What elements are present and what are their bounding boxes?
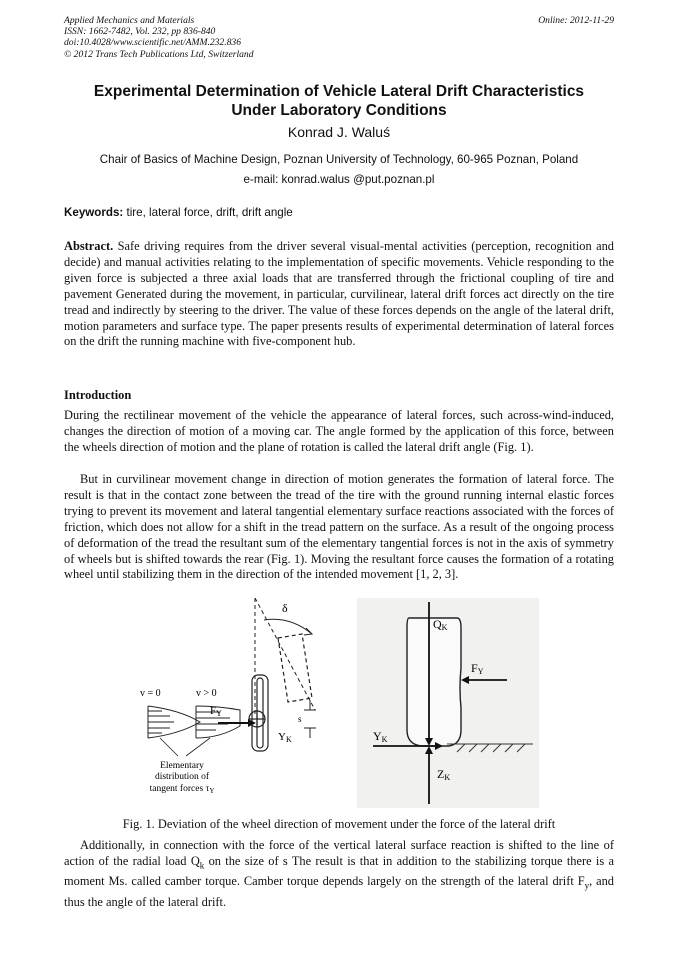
tire-cross-section [407, 618, 461, 746]
abstract [64, 239, 614, 350]
description-leaders [160, 738, 210, 756]
zk-label: ZK [437, 767, 451, 782]
journal-header [64, 15, 254, 60]
journal-doi: doi:10.4028/www.scientific.net/AMM.232.836 [64, 37, 242, 49]
abstract-text: Safe driving requires from the driver several visual-mental activities (perception, recognition and decide) and manual activities relating to the implementation of specific movements. Vehicle responding to the given force is subjected a three axial loads that are transferred through the frictional coupling of tire and pavement Generated during the movement, in particular, curvilinear, lateral drift forces act directly on the tire tread and indirectly by steering to the driver. The value of these forces depends on the angle of the lateral drift, motion parameters and surface type. The paper presents results of experimental determination of lateral forces on the drift the running machine with five-component hub. [64, 239, 614, 349]
intro-paragraph-2: But in curvilinear movement change in direction of motion generates the formation of lateral force. The result is that in the contact zone between the tread of the tire with the ground running internal elastic forces trying to prevent its movement and lateral tangential elementary surface reactions associated with the forces of friction, which does not allow for a shift in the tread pattern on the surface. As a result of the ongoing process of deformation of the tread the resultant sum of the elementary tangential forces is not in the axis of symmetry of wheels but is shifted towards the rear (Fig. 1). Moving the resultant force causes the formation of a rotating wheel until stabilizing them in the direction of the intended movement [1, 2, 3]. [64, 472, 614, 582]
qk-label: QK [433, 617, 448, 632]
offset-dimension [304, 700, 316, 738]
keywords [64, 206, 293, 219]
yk-label-right: YK [373, 729, 388, 744]
v-positive-label: v > 0 [196, 688, 217, 699]
paper-title-line1: Experimental Determination of Vehicle Lateral Drift Characteristics [93, 83, 585, 100]
paper-title-line2: Under Laboratory Conditions [231, 102, 447, 119]
tangent-force-distribution-v0 [148, 706, 200, 738]
v-zero-label: v = 0 [140, 688, 161, 699]
keywords-label: Keywords: [64, 206, 124, 219]
figure-left-schematic [140, 598, 340, 800]
online-date: Online: 2012-11-29 [538, 15, 614, 26]
journal-copyright: © 2012 Trans Tech Publications Ltd, Switzerland [64, 48, 254, 60]
paper-title [40, 82, 638, 120]
journal-issn: ISSN: 1662-7482, Vol. 232, pp 836-840 [64, 26, 216, 38]
fy-label-left: FY [210, 705, 222, 718]
fy-arrow [218, 719, 256, 727]
affiliation-block [30, 150, 648, 190]
abstract-label: Abstract. [64, 239, 114, 253]
figure-right-tire-section [357, 598, 539, 808]
email: e-mail: konrad.walus @put.poznan.pl [243, 173, 435, 186]
yk-label-left: YK [278, 731, 292, 744]
closing-paragraph: Additionally, in connection with the force of the vertical lateral surface reaction is shifted to the line of action of the radial load $Q_k$ on the size of s The result is that in addition to the stabilizing torque there is a moment Ms. called camber torque. Camber torque depends largely on the strength of the lateral drift $F_y$, and thus the angle of the lateral drift. [64, 838, 614, 909]
figure-caption: Fig. 1. Deviation of the wheel direction of movement under the force of the lateral drift [122, 817, 556, 831]
journal-name: Applied Mechanics and Materials [64, 15, 195, 26]
delta-label: δ [282, 601, 288, 615]
s-label: s [298, 714, 302, 724]
affiliation: Chair of Basics of Machine Design, Poznan University of Technology, 60-965 Poznan, Poland [99, 153, 579, 166]
section-heading-introduction: Introduction [64, 388, 132, 402]
author: Konrad J. Waluś [287, 124, 391, 140]
keywords-text: tire, lateral force, drift, drift angle [123, 206, 293, 219]
distribution-desc-3: tangent forces $\tau_Y$ [149, 784, 215, 795]
distribution-desc-2: distribution of [154, 772, 210, 782]
distribution-desc-1: Elementary [160, 761, 204, 771]
drift-angle-indicator [255, 598, 315, 716]
fy-label-right: FY [471, 661, 484, 676]
intro-paragraph-1: During the rectilinear movement of the vehicle the appearance of lateral forces, such across-wind-induced, changes the direction of motion of a moving car. The angle formed by the application of this force, between the wheels direction of motion and the plane of rotation is called the lateral drift angle (Fig. 1). [64, 408, 614, 454]
